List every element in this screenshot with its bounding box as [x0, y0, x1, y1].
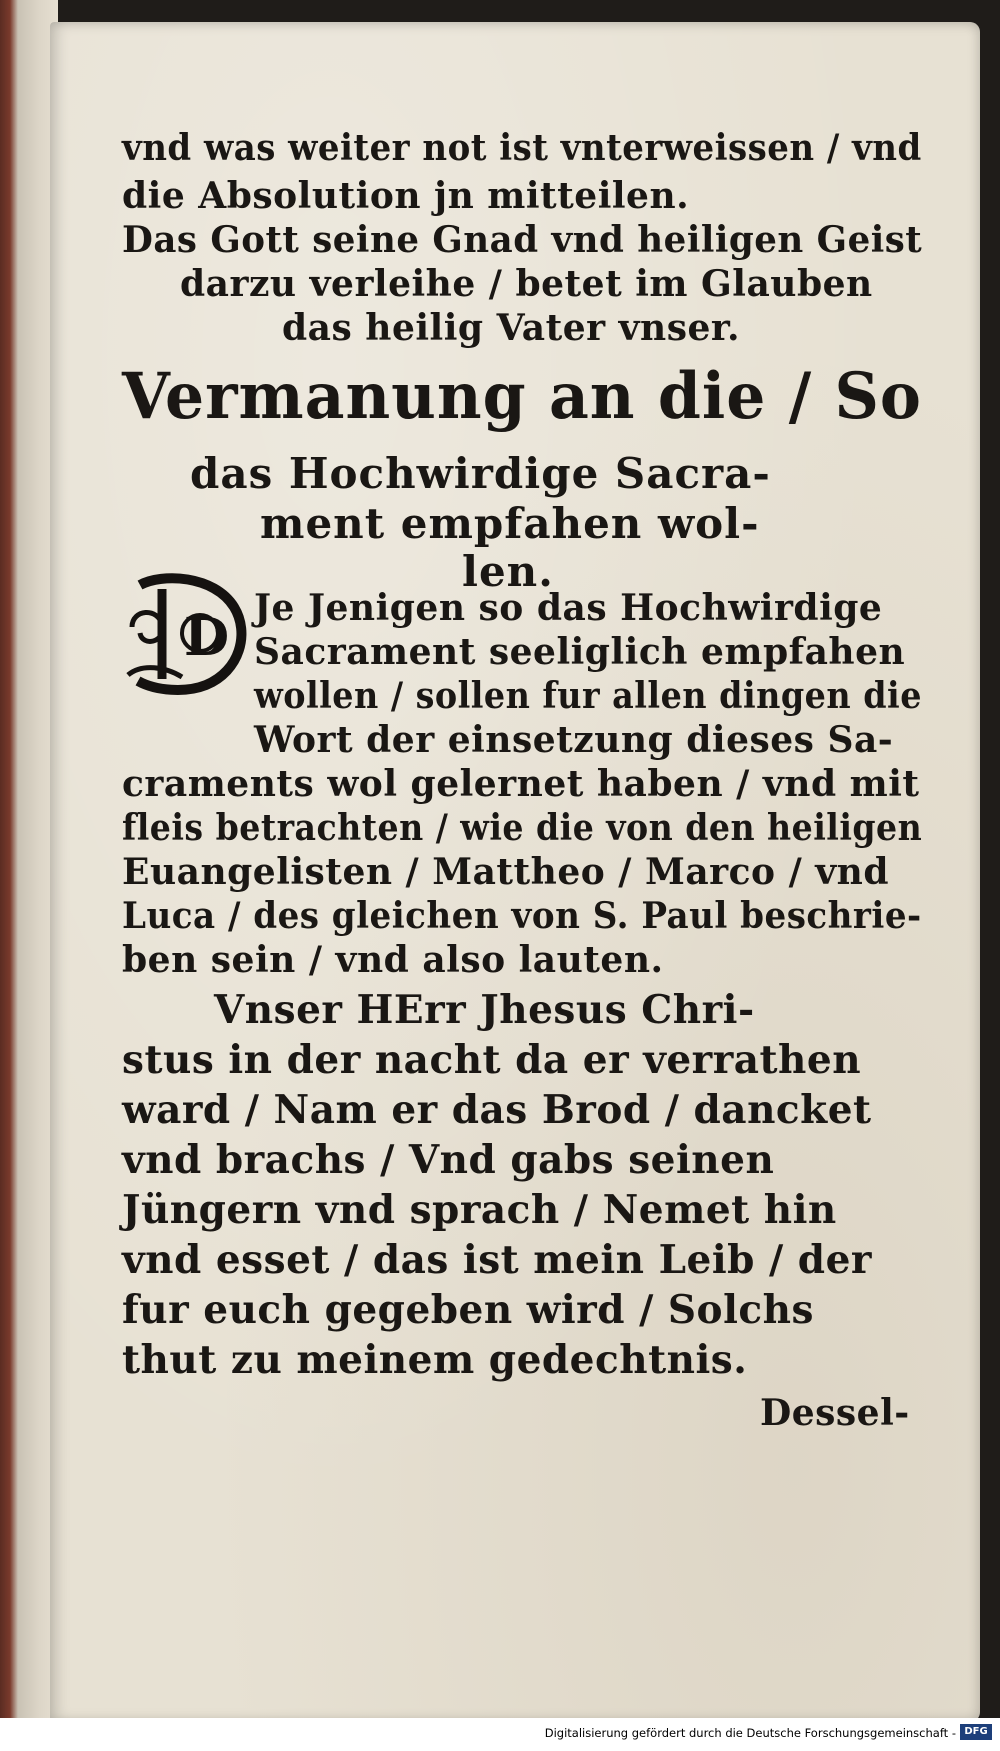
section-heading: Vermanung an die / So: [122, 359, 922, 434]
text-line: Luca / des gleichen von S. Paul beschrie-: [122, 895, 922, 937]
text-line: ben sein / vnd also lauten.: [122, 939, 664, 981]
book-page: [50, 22, 980, 1722]
text-line: Je Jenigen so das Hochwirdige: [254, 587, 883, 629]
dfg-logo: DFG: [960, 1724, 992, 1740]
text-line: stus in der nacht da er verrathen: [122, 1037, 862, 1083]
text-line: craments wol gelernet haben / vnd mit: [122, 763, 920, 805]
digitization-footer: [0, 1718, 1000, 1751]
section-subheading: len.: [462, 547, 554, 596]
text-line: wollen / sollen fur allen dingen die: [254, 675, 922, 717]
catchword: Dessel-: [760, 1392, 910, 1434]
section-subheading: das Hochwirdige Sacra-: [190, 449, 771, 498]
text-line: Das Gott seine Gnad vnd heiligen Geist: [122, 219, 923, 261]
text-line: Vnser HErr Jhesus Chri-: [214, 987, 755, 1033]
text-line: vnd brachs / Vnd gabs seinen: [122, 1137, 775, 1183]
text-line: darzu verleihe / betet im Glauben: [180, 263, 873, 305]
funding-credit: Digitalisierung gefördert durch die Deutsche Forschungsgemeinschaft -: [544, 1726, 956, 1740]
text-line: die Absolution jn mitteilen.: [122, 175, 690, 217]
text-line: thut zu meinem gedechtnis.: [122, 1337, 748, 1383]
text-line: Jüngern vnd sprach / Nemet hin: [122, 1187, 837, 1233]
text-line: fleis betrachten / wie die von den heiligen: [122, 807, 923, 849]
text-line: Sacrament seeliglich empfahen: [254, 631, 906, 673]
text-line: Wort der einsetzung dieses Sa-: [254, 719, 894, 761]
text-line: ward / Nam er das Brod / dancket: [122, 1087, 872, 1133]
text-line: vnd esset / das ist mein Leib / der: [122, 1237, 872, 1283]
initial-letter: D: [184, 607, 230, 668]
decorated-initial-d: [122, 567, 247, 697]
section-subheading: ment empfahen wol-: [260, 499, 760, 548]
text-line: das heilig Vater vnser.: [282, 307, 741, 349]
text-line: fur euch gegeben wird / Solchs: [122, 1287, 814, 1333]
text-line: Euangelisten / Mattheo / Marco / vnd: [122, 851, 890, 893]
text-line: vnd was weiter not ist vnterweissen / vnd: [122, 127, 922, 169]
